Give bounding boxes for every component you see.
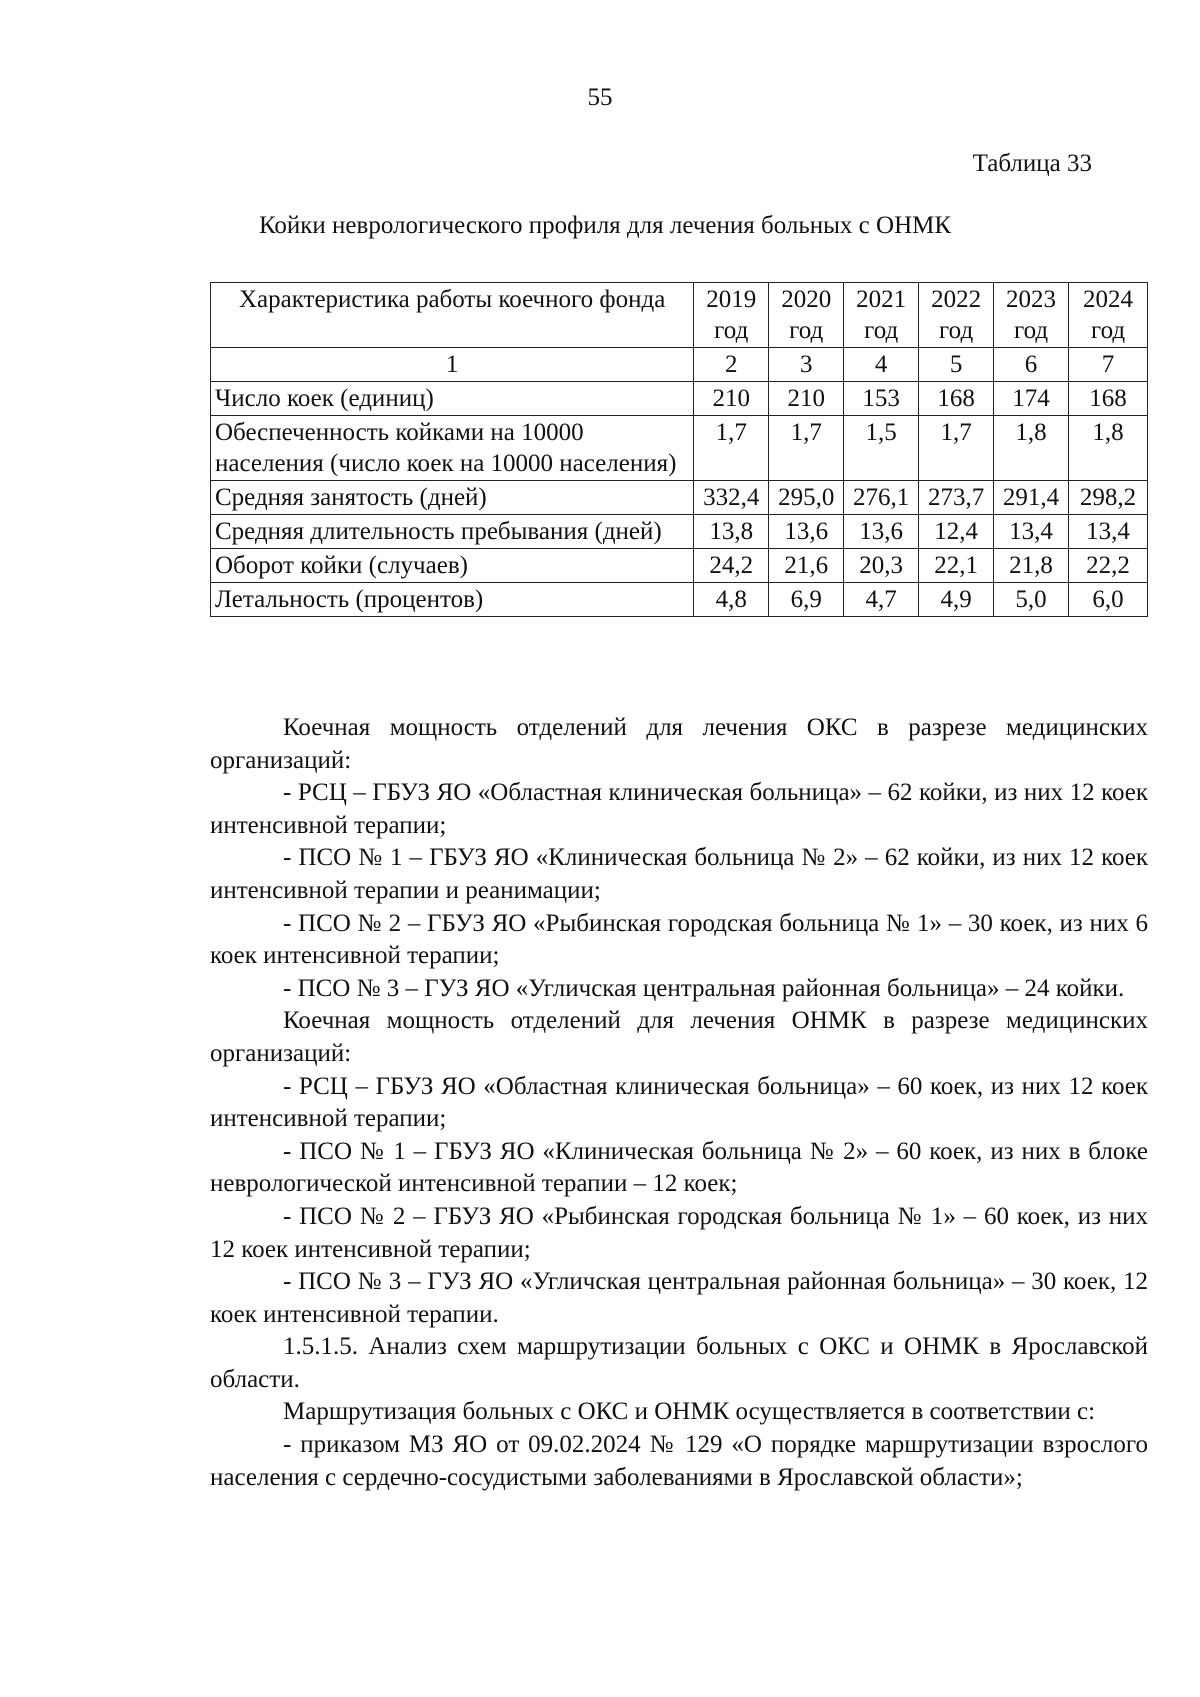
paragraph: - ПСО № 1 – ГБУЗ ЯО «Клиническая больница № 2» – 60 коек, из них в блоке неврологической интенсивной терапии – 12 коек; [210, 1137, 1148, 1198]
header-cell-year: 2023 год [994, 283, 1069, 348]
paragraph: Коечная мощность отделений для лечения ОКС в разрезе медицинских организаций: [210, 714, 1148, 774]
table-row [211, 416, 1148, 481]
table-row [211, 515, 1148, 549]
paragraph: - приказом МЗ ЯО от 09.02.2024 № 129 «О порядке маршрутизации взрослого населения с сердечно-сосудистыми заболеваниями в Ярославской области»; [210, 1431, 1148, 1491]
table-label: Таблица 33 [972, 150, 1092, 177]
paragraph: - РСЦ – ГБУЗ ЯО «Областная клиническая больница» – 60 коек, из них 12 коек интенсивной терапии; [210, 1072, 1148, 1133]
header-cell-year: 2020 год [769, 283, 844, 348]
bed-stats-table [210, 282, 1148, 617]
paragraph: - РСЦ – ГБУЗ ЯО «Областная клиническая больница» – 62 койки, из них 12 коек интенсивной терапии; [210, 779, 1148, 839]
table-cell: 295,0 [769, 481, 844, 515]
table-cell: 6,9 [769, 583, 844, 617]
column-number-row [211, 348, 1148, 382]
paragraph: - ПСО № 3 – ГУЗ ЯО «Угличская центральная районная больница» – 24 койки. [283, 974, 1125, 1002]
table-row [211, 549, 1148, 583]
paragraph: - ПСО № 1 – ГБУЗ ЯО «Клиническая больница № 2» – 62 койки, из них 12 коек интенсивной терапии и реанимации; [210, 844, 1148, 904]
table-cell: 13,4 [994, 515, 1069, 549]
table-cell: 13,6 [844, 515, 919, 549]
row-label: Обеспеченность койками на 10000 населения (число коек на 10000 населения) [211, 416, 694, 481]
table-cell: 174 [994, 382, 1069, 416]
column-number-cell: 2 [694, 348, 769, 382]
table-cell: 276,1 [844, 481, 919, 515]
paragraph: - ПСО № 2 – ГБУЗ ЯО «Рыбинская городская больница № 1» – 60 коек, из них 12 коек интенсивной терапии; [210, 1202, 1148, 1263]
table-cell: 1,8 [1069, 416, 1148, 481]
table-cell: 291,4 [994, 481, 1069, 515]
table-cell: 273,7 [919, 481, 994, 515]
paragraph: Маршрутизация больных с ОКС и ОНМК осуществляется в соответствии с: [283, 1398, 1096, 1426]
table-cell: 21,8 [994, 549, 1069, 583]
table-cell: 298,2 [1069, 481, 1148, 515]
row-label: Оборот койки (случаев) [211, 549, 694, 583]
table-cell: 4,7 [844, 583, 919, 617]
column-number-cell: 1 [211, 348, 694, 382]
table-cell: 4,9 [919, 583, 994, 617]
paragraph: 1.5.1.5. Анализ схем маршрутизации больных с ОКС и ОНМК в Ярославской области. [210, 1333, 1148, 1393]
table-cell: 1,5 [844, 416, 919, 481]
column-number-cell: 7 [1069, 348, 1148, 382]
paragraph: Коечная мощность отделений для лечения ОНМК в разрезе медицинских организаций: [210, 1007, 1148, 1067]
table-cell: 1,7 [919, 416, 994, 481]
table-cell: 1,8 [994, 416, 1069, 481]
column-number-cell: 3 [769, 348, 844, 382]
table-cell: 24,2 [694, 549, 769, 583]
table-cell: 5,0 [994, 583, 1069, 617]
row-label: Число коек (единиц) [211, 382, 694, 416]
paragraph: - ПСО № 2 – ГБУЗ ЯО «Рыбинская городская больница № 1» – 30 коек, из них 6 коек интенсивной терапии; [210, 909, 1148, 970]
table-cell: 13,8 [694, 515, 769, 549]
table-cell: 12,4 [919, 515, 994, 549]
table-cell: 1,7 [694, 416, 769, 481]
table-cell: 210 [769, 382, 844, 416]
table-cell: 168 [919, 382, 994, 416]
table-header-row [211, 283, 1148, 348]
row-label: Летальность (процентов) [211, 583, 694, 617]
table-cell: 153 [844, 382, 919, 416]
column-number-cell: 5 [919, 348, 994, 382]
table-row [211, 583, 1148, 617]
table-cell: 6,0 [1069, 583, 1148, 617]
header-cell-year: 2024 год [1069, 283, 1148, 348]
table-cell: 22,2 [1069, 549, 1148, 583]
header-cell-year: 2022 год [919, 283, 994, 348]
table-cell: 4,8 [694, 583, 769, 617]
table-cell: 13,6 [769, 515, 844, 549]
table-cell: 21,6 [769, 549, 844, 583]
row-label: Средняя занятость (дней) [211, 481, 694, 515]
header-cell-year: 2019 год [694, 283, 769, 348]
column-number-cell: 6 [994, 348, 1069, 382]
table-row [211, 481, 1148, 515]
table-title: Койки неврологического профиля для лечения больных с ОНМК [258, 212, 952, 239]
table-cell: 20,3 [844, 549, 919, 583]
column-number-cell: 4 [844, 348, 919, 382]
table-cell: 168 [1069, 382, 1148, 416]
table-cell: 22,1 [919, 549, 994, 583]
body-text [210, 712, 1148, 1494]
table-cell: 210 [694, 382, 769, 416]
table-cell: 332,4 [694, 481, 769, 515]
table-cell: 13,4 [1069, 515, 1148, 549]
paragraph: - ПСО № 3 – ГУЗ ЯО «Угличская центральная районная больница» – 30 коек, 12 коек интенсивной терапии. [210, 1268, 1148, 1328]
table-cell: 1,7 [769, 416, 844, 481]
page-number: 55 [587, 84, 613, 111]
header-cell-year: 2021 год [844, 283, 919, 348]
table-row [211, 382, 1148, 416]
header-cell: Характеристика работы коечного фонда [211, 283, 694, 348]
row-label: Средняя длительность пребывания (дней) [211, 515, 694, 549]
